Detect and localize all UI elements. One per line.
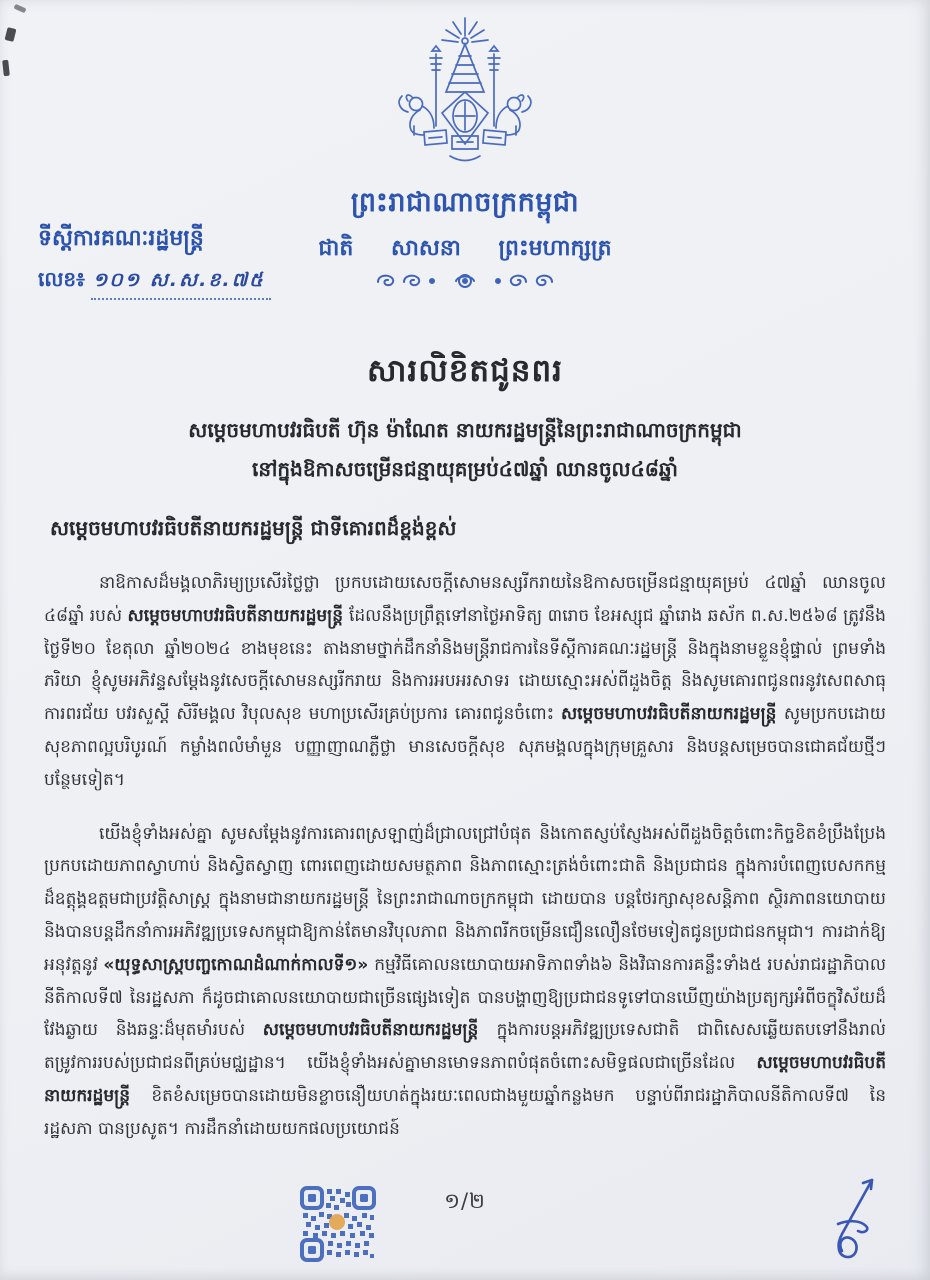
kingdom-title: ព្រះរាជាណាចក្រកម្ពុជា [350, 187, 580, 218]
reference-block [38, 224, 271, 300]
subtitle-line-2: នៅក្នុងឱកាសចម្រើនជន្មាយុគម្រប់៤៧ឆ្នាំ ឈានចូល៤៨ឆ្នាំ [252, 457, 678, 481]
ornamental-flourish-icon [370, 270, 560, 296]
handwritten-initial-signature [824, 1172, 884, 1272]
document-title: សារលិខិតជូនពរ [367, 353, 563, 389]
document-subtitle [44, 411, 886, 489]
cambodia-royal-arms-icon [380, 14, 550, 180]
reference-number-value: ១០១ ស.ស.ខ.៧៥ [91, 268, 271, 300]
issuing-office: ទីស្តីការគណៈរដ្ឋមន្ត្រី [38, 226, 204, 251]
national-motto: ជាតិ សាសនា ព្រះមហាក្សត្រ [318, 236, 612, 261]
subtitle-line-1: សម្តេចមហាបវរធិបតី ហ៊ុន ម៉ាណែត នាយករដ្ឋមន្ត្រីនៃព្រះរាជាណាចក្រកម្ពុជា [188, 418, 742, 442]
page-number: ១/២ [444, 1189, 486, 1213]
paragraph-1: នាឱកាសដ៏មង្គលាភិរម្យប្រសើរថ្លៃថ្លា ប្រកបដោយសេចក្តីសោមនស្សរីករាយនៃឱកាសចម្រើនជន្មាយុគម្រប់ ៤៧ឆ្នាំ ឈានចូល ៤៨ឆ្នាំ របស់ សម្តេចមហាបវរធិបតីនាយករដ្ឋមន្ត្រី ដែលនឹងប្រព្រឹត្តទៅនាថ្ងៃអាទិត្យ ៣រោច ខែអស្សុជ ឆ្នាំរោង ឆស័ក ព.ស.២៥៦៨ ត្រូវនឹងថ្ងៃទី២០ ខែតុលា ឆ្នាំ២០២៤ ខាងមុខនេះ តាងនាមថ្នាក់ដឹកនាំនិងមន្ត្រីរាជការនៃទីស្តីការគណៈរដ្ឋមន្ត្រី និងក្នុងនាមខ្លួនខ្ញុំផ្ទាល់ ព្រមទាំងភរិយា ខ្ញុំសូមអភិវន្ទសម្តែងនូវសេចក្តីសោមនស្សរីករាយ និងការអបអរសាទរ ដោយស្មោះអស់ពីដួងចិត្ត និងសូមគោរពជូនពរនូវសេពសាធុការពរជ័យ បវរសួស្តី សិរីមង្គល វិបុលសុខ មហាប្រសើរគ្រប់ប្រការ គោរពជូនចំពោះ សម្តេចមហាបវរធិបតីនាយករដ្ឋមន្ត្រី សូមប្រកបដោយសុខភាពល្អបរិបូរណ៍ កម្លាំងពលំមាំមួន បញ្ញាញាណភ្លឺថ្លា មានសេចក្តីសុខ សុភមង្គលក្នុងក្រុមគ្រួសារ និងបន្តសម្រេចបានជោគជ័យថ្មីៗបន្ថែមទៀត។ [44, 573, 886, 790]
letter-body [44, 567, 886, 1146]
reference-number-label: លេខ៖ [38, 267, 85, 291]
salutation: សម្តេចមហាបវរធិបតីនាយករដ្ឋមន្ត្រី ជាទីគោរពដ៏ខ្ពង់ខ្ពស់ [50, 516, 457, 540]
paragraph-2: យើងខ្ញុំទាំងអស់គ្នា សូមសម្តែងនូវការគោរពស្រឡាញ់ដ៏ជ្រាលជ្រៅបំផុត និងកោតស្ញប់ស្ញែងអស់ពីដួងចិត្តចំពោះកិច្ចខិតខំប្រឹងប្រែងប្រកបដោយភាពស្វាហាប់ និងស្វិតស្វាញ ពោរពេញដោយសមត្ថភាព និងភាពស្មោះត្រង់ចំពោះជាតិ និងប្រជាជន ក្នុងការបំពេញបេសកកម្មដ៏ឧត្តុង្គឧត្តមជាប្រវត្តិសាស្ត្រ ក្នុងនាមជានាយករដ្ឋមន្ត្រី នៃព្រះរាជាណាចក្រកម្ពុជា ដោយបាន បន្តថែរក្សាសុខសន្តិភាព ស្ថិរភាពនយោបាយ និងបានបន្តដឹកនាំការអភិវឌ្ឍប្រទេសកម្ពុជាឱ្យកាន់តែមានវិបុលភាព និងភាពរីកចម្រើនជឿនលឿនថែមទៀតជូនប្រជាជនកម្ពុជា។ ការដាក់ឱ្យអនុវត្តនូវ «យុទ្ធសាស្ត្របញ្ចកោណដំណាក់កាលទី១» កម្មវិធីគោលនយោបាយអាទិភាពទាំង៦ និងវិធានការគន្លឹះទាំង៥ របស់រាជរដ្ឋាភិបាលនីតិកាលទី៧ នៃរដ្ឋសភា ក៏ដូចជាគោលនយោបាយជាច្រើនផ្សេងទៀត បានបង្ហាញឱ្យប្រជាជនទូទៅបានឃើញយ៉ាងប្រត្យក្សអំពីចក្ខុវិស័យដ៏វែងឆ្ងាយ និងឆន្ទៈដ៏មុតមាំរបស់ សម្តេចមហាបវរធិបតីនាយករដ្ឋមន្ត្រី ក្នុងការបន្តអភិវឌ្ឍប្រទេសជាតិ ជាពិសេសឆ្លើយតបទៅនឹងរាល់តម្រូវការរបស់ប្រជាជនពីគ្រប់មជ្ឈដ្ឋាន។ យើងខ្ញុំទាំងអស់គ្នាមានមោទនភាពបំផុតចំពោះសមិទ្ធផលជាច្រើនដែល សម្តេចមហាបវរធិបតីនាយករដ្ឋមន្ត្រី ខិតខំសម្រេចបានដោយមិនខ្លាចនឿយហត់ក្នុងរយៈពេលជាងមួយឆ្នាំកន្លងមក បន្ទាប់ពីរាជរដ្ឋាភិបាលនីតិកាលទី៧ នៃរដ្ឋសភា បានប្រសូត។ ការដឹកនាំដោយយកផលប្រយោជន៍ [44, 823, 887, 1139]
